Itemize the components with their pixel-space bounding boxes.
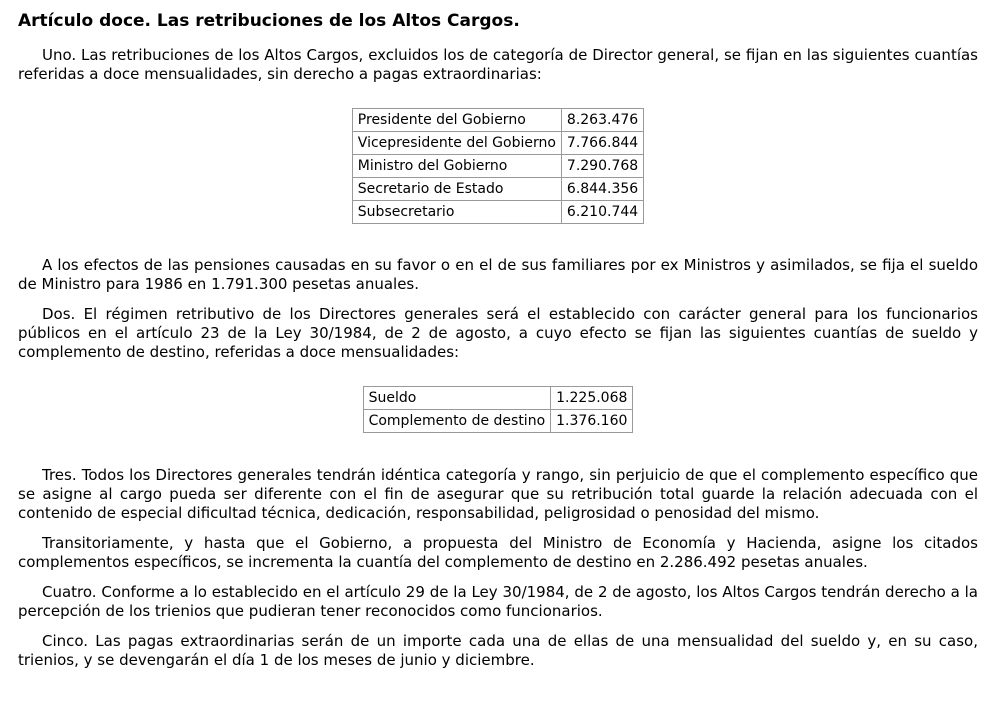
table-row <box>352 109 643 132</box>
paragraph-pensiones: A los efectos de las pensiones causadas en su favor o en el de sus familiares por ex Ministros y asimilados, se fija el sueldo de Ministro para 1986 en 1.791.300 pesetas anuales. <box>18 256 978 293</box>
concepto-cell: Sueldo <box>363 387 551 410</box>
importe-cell: 6.844.356 <box>561 178 643 201</box>
paragraph-transitoriamente: Transitoriamente, y hasta que el Gobierno, a propuesta del Ministro de Economía y Hacienda, asigne los citados complementos específicos, se incrementa la cuantía del complemento de destino en 2.286.492 pesetas anuales. <box>18 534 978 571</box>
concepto-cell: Complemento de destino <box>363 410 551 433</box>
table-row <box>352 201 643 224</box>
importe-cell: 8.263.476 <box>561 109 643 132</box>
table-row <box>363 387 633 410</box>
cargo-cell: Ministro del Gobierno <box>352 155 561 178</box>
table-row <box>352 178 643 201</box>
cargo-cell: Secretario de Estado <box>352 178 561 201</box>
importe-cell: 1.376.160 <box>551 410 633 433</box>
directores-table <box>363 386 634 433</box>
cargo-cell: Subsecretario <box>352 201 561 224</box>
document-page <box>18 0 978 670</box>
article-title: Artículo doce. Las retribuciones de los Altos Cargos. <box>18 11 520 31</box>
paragraph-cinco: Cinco. Las pagas extraordinarias serán de un importe cada una de ellas de una mensualidad del sueldo y, en su caso, trienios, y se devengarán el día 1 de los meses de junio y diciembre. <box>18 632 978 669</box>
paragraph-dos: Dos. El régimen retributivo de los Directores generales será el establecido con carácter general para los funcionarios públicos en el artículo 23 de la Ley 30/1984, de 2 de agosto, a cuyo efecto se fijan las siguientes cuantías de sueldo y complemento de destino, referidas a doce mensualidades: <box>18 305 978 361</box>
importe-cell: 7.290.768 <box>561 155 643 178</box>
table-row <box>352 132 643 155</box>
altos-cargos-table <box>352 108 644 224</box>
importe-cell: 6.210.744 <box>561 201 643 224</box>
paragraph-cuatro: Cuatro. Conforme a lo establecido en el artículo 29 de la Ley 30/1984, de 2 de agosto, los Altos Cargos tendrán derecho a la percepción de los trienios que pudieran tener reconocidos como funcionarios. <box>18 583 978 620</box>
importe-cell: 7.766.844 <box>561 132 643 155</box>
table-row <box>363 410 633 433</box>
table-row <box>352 155 643 178</box>
cargo-cell: Vicepresidente del Gobierno <box>352 132 561 155</box>
cargo-cell: Presidente del Gobierno <box>352 109 561 132</box>
paragraph-uno: Uno. Las retribuciones de los Altos Cargos, excluidos los de categoría de Director general, se fijan en las siguientes cuantías referidas a doce mensualidades, sin derecho a pagas extraordinarias: <box>18 46 978 83</box>
paragraph-tres: Tres. Todos los Directores generales tendrán idéntica categoría y rango, sin perjuicio de que el complemento específico que se asigne al cargo pueda ser diferente con el fin de asegurar que su retribución total guarde la relación adecuada con el contenido de especial dificultad técnica, dedicación, responsabilidad, peligrosidad o penosidad del mismo. <box>18 466 978 522</box>
importe-cell: 1.225.068 <box>551 387 633 410</box>
